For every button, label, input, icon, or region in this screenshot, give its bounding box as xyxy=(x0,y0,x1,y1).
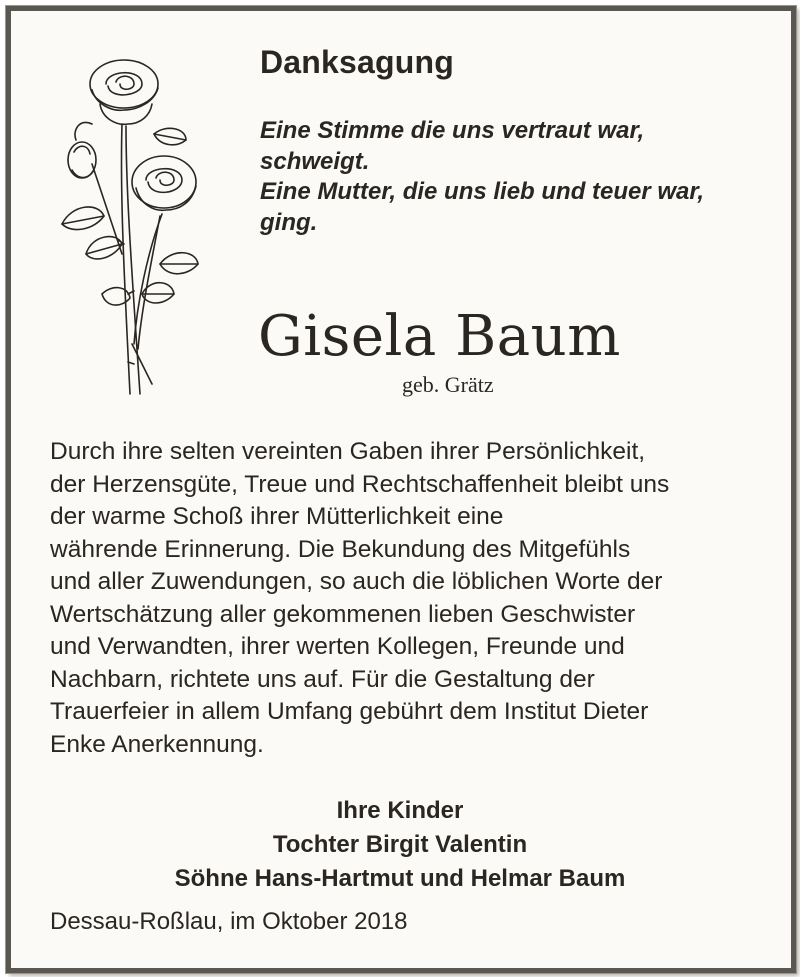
body-line: der warme Schoß ihrer Mütterlichkeit eine xyxy=(50,503,504,530)
quote-line: schweigt. xyxy=(260,147,370,175)
signatory-line: Tochter Birgit Valentin xyxy=(272,831,528,858)
body-line: Nachbarn, richtete uns auf. Für die Gestaltung der xyxy=(50,665,595,693)
body-line: und Verwandten, ihrer werten Kollegen, Freunde und xyxy=(50,633,625,660)
signatories xyxy=(0,794,800,896)
quote-line: ging. xyxy=(260,208,318,236)
body-line: währende Erinnerung. Die Bekundung des Mitgefühls xyxy=(50,535,631,563)
quote xyxy=(260,116,770,238)
body-line: Wertschätzung aller gekommenen lieben Geschwister xyxy=(50,600,636,628)
body-line: und aller Zuwendungen, so auch die löblichen Worte der xyxy=(50,568,663,595)
deceased-name: Gisela Baum xyxy=(258,304,621,369)
heading: Danksagung xyxy=(260,44,455,80)
body-line: Trauerfeier in allem Umfang gebührt dem Institut Dieter xyxy=(50,698,649,725)
rose-icon xyxy=(42,44,212,404)
body-line: Durch ihre selten vereinten Gaben ihrer Persönlichkeit, xyxy=(50,438,646,465)
signatory-line: Söhne Hans-Hartmut und Helmar Baum xyxy=(174,865,626,892)
signatory-line: Ihre Kinder xyxy=(336,797,464,824)
quote-line: Eine Mutter, die uns lieb und teuer war, xyxy=(260,178,705,205)
body-text xyxy=(50,436,770,761)
body-line: Enke Anerkennung. xyxy=(50,730,264,758)
quote-line: Eine Stimme die uns vertraut war, xyxy=(260,117,645,144)
place-date: Dessau-Roßlau, im Oktober 2018 xyxy=(50,908,408,935)
maiden-name: geb. Grätz xyxy=(402,372,494,397)
body-line: der Herzensgüte, Treue und Rechtschaffenheit bleibt uns xyxy=(50,470,670,498)
